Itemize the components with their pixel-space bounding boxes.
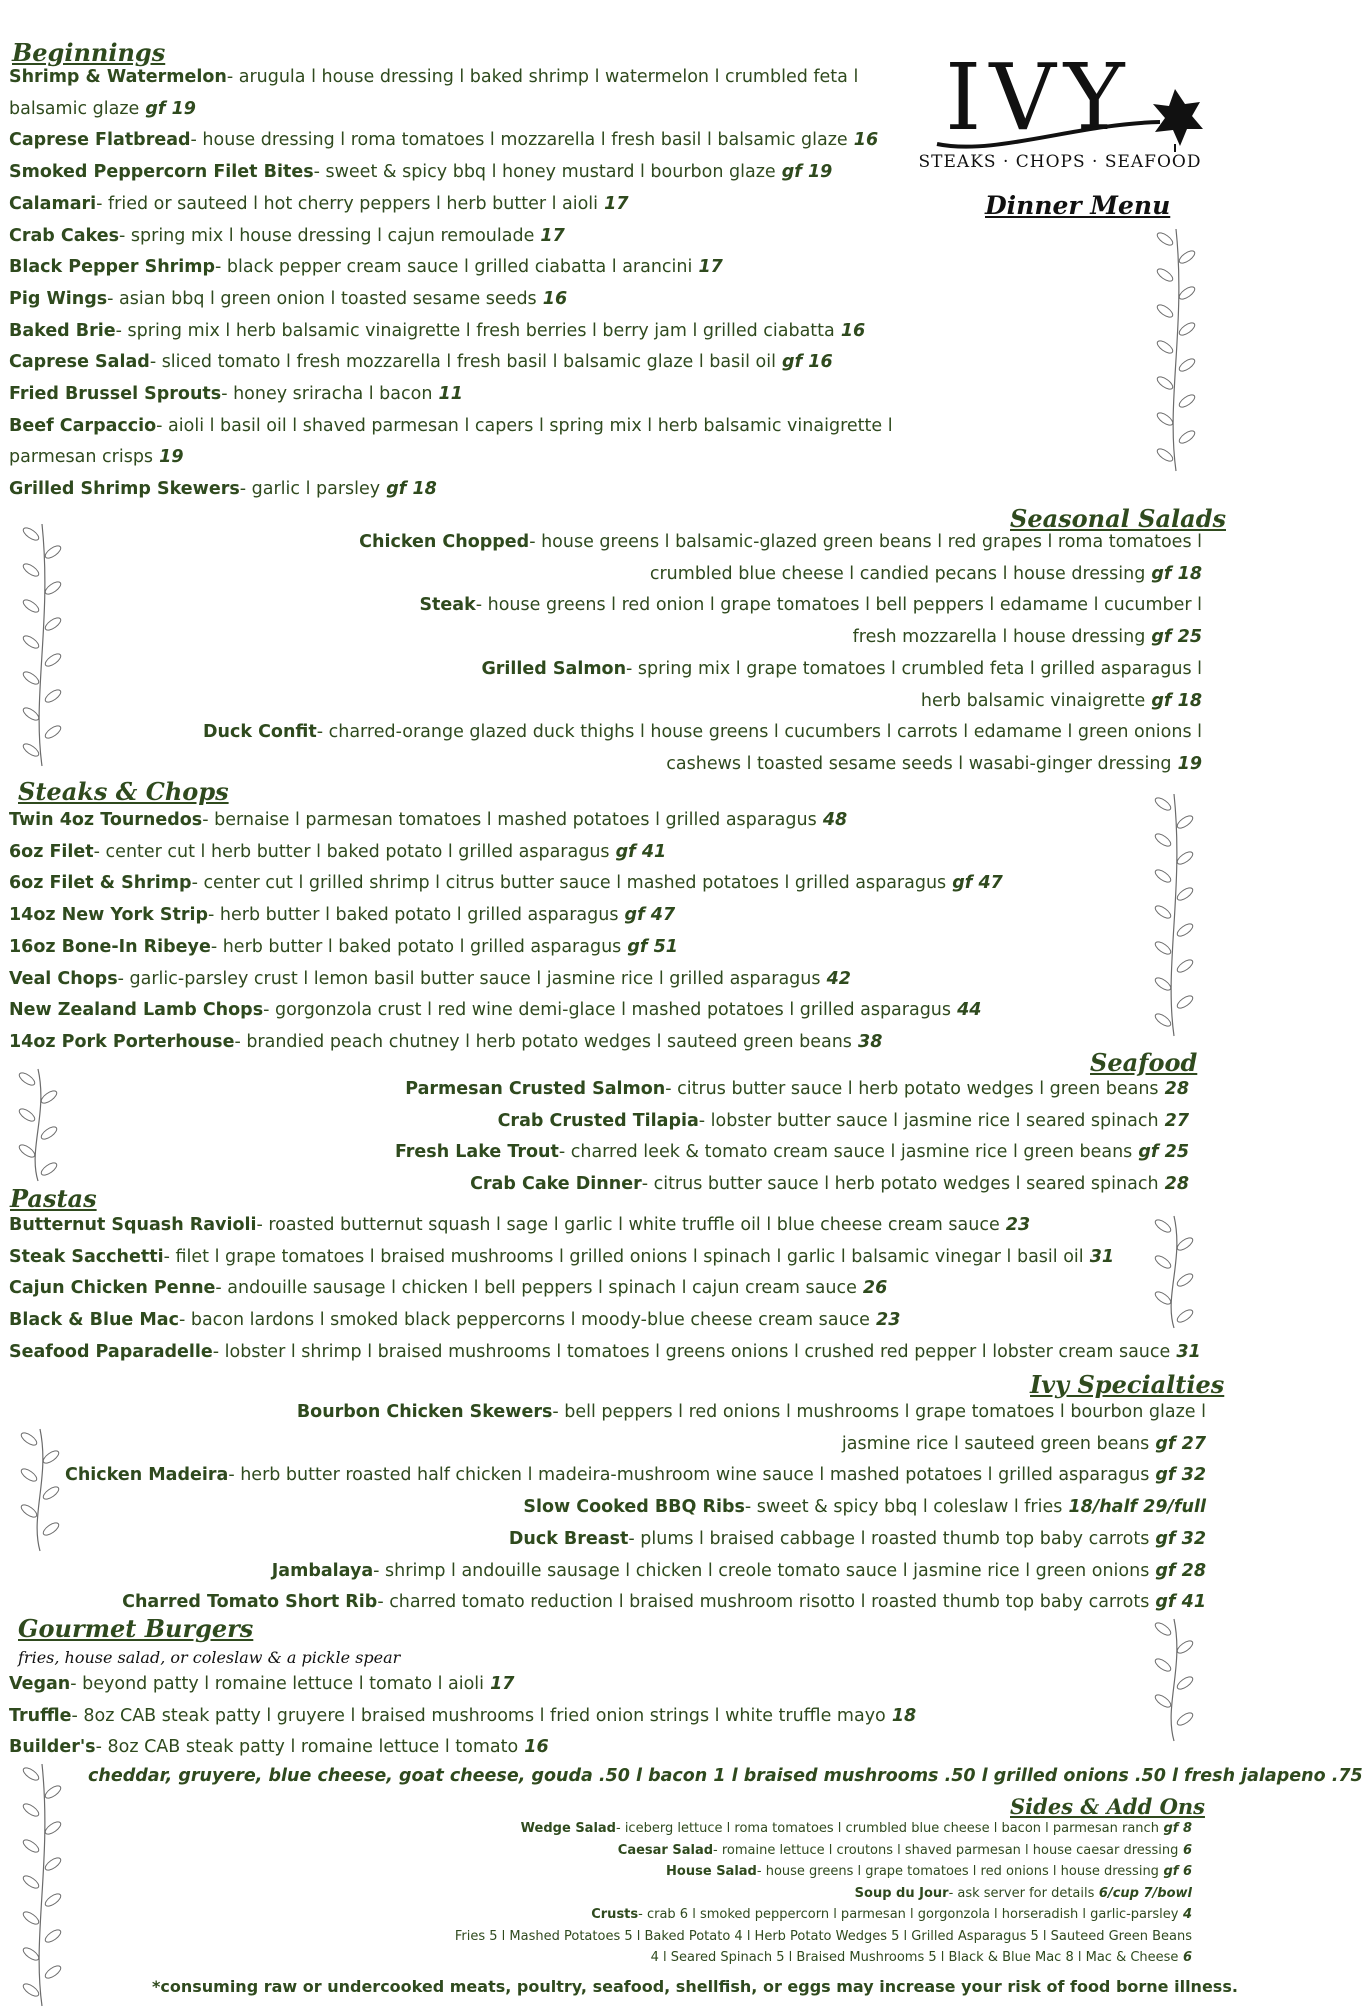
vine-decoration-icon: [14, 1760, 70, 2010]
item-price: 23: [999, 1215, 1031, 1235]
item-description: - ask server for details: [948, 1885, 1095, 1901]
item-price: 38: [851, 1031, 883, 1052]
item-price: 42: [820, 968, 851, 989]
item-name: Caprese Salad: [9, 352, 150, 373]
item-description: - 8oz CAB steak patty l romaine lettuce l tomato: [95, 1737, 519, 1758]
item-name: 16oz Bone-In Ribeye: [9, 936, 211, 957]
menu-item: [9, 1669, 916, 1701]
menu-item: [203, 654, 1202, 686]
item-price: gf 32: [1149, 1465, 1206, 1486]
menu-item: [9, 1242, 1201, 1274]
item-description: crumbled blue cheese l candied pecans l house dressing: [649, 563, 1146, 584]
item-price: 18/half 29/full: [1062, 1497, 1206, 1518]
item-price: gf 32: [1149, 1528, 1206, 1549]
menu-item: [9, 1273, 1201, 1305]
item-description: - asian bbq l green onion l toasted sesame seeds: [107, 288, 537, 309]
item-name: Caesar Salad: [617, 1842, 714, 1858]
item-description: - andouille sausage l chicken l bell peppers l spinach l cajun cream sauce: [215, 1278, 857, 1299]
gourmet-burgers-list: [9, 1669, 916, 1764]
vine-decoration-icon: [10, 1065, 66, 1185]
vine-decoration-icon: [1146, 1212, 1202, 1332]
item-name: House Salad: [666, 1864, 757, 1879]
item-name: 14oz New York Strip: [9, 905, 209, 926]
item-description: - sweet & spicy bbq l coleslaw l fries: [744, 1497, 1063, 1518]
ivy-logo: [905, 44, 1215, 180]
menu-item: [9, 1305, 1201, 1337]
item-description: - center cut l herb butter l baked potato l grilled asparagus: [93, 841, 610, 862]
burger-addons: cheddar, gruyere, blue cheese, goat cheese, gouda .50 l bacon 1 l braised mushrooms .50 l grilled onions .50 l fresh jalapeno .75: [88, 1766, 1363, 1786]
item-price: gf 41: [1149, 1592, 1206, 1613]
item-price: 6: [1178, 1950, 1192, 1965]
item-description: jasmine rice l sauteed green beans: [841, 1433, 1150, 1454]
item-name: Crab Crusted Tilapia: [497, 1110, 699, 1131]
item-description: - bell peppers l red onions l mushrooms l grape tomatoes l bourbon glaze l: [552, 1402, 1206, 1422]
menu-item: [203, 527, 1202, 559]
item-name: Crab Cakes: [9, 225, 120, 246]
menu-item: [9, 379, 893, 411]
item-name: Chicken Chopped: [359, 532, 530, 552]
menu-item: [9, 1210, 1201, 1242]
item-description: - bernaise l parmesan tomatoes l mashed potatoes l grilled asparagus: [202, 810, 817, 830]
item-price: 27: [1158, 1110, 1189, 1131]
vine-decoration-icon: [1148, 225, 1204, 475]
item-description: - house greens l balsamic-glazed green beans l red grapes l roma tomatoes l: [529, 532, 1202, 552]
logo-tagline: STEAKS · CHOPS · SEAFOOD: [918, 152, 1202, 172]
item-name: Fresh Lake Trout: [394, 1142, 559, 1163]
item-price: gf 18: [1145, 690, 1202, 711]
item-name: Crab Cake Dinner: [470, 1174, 642, 1195]
pastas-heading: Pastas: [10, 1184, 97, 1213]
menu-item: [395, 1169, 1189, 1201]
item-name: Steak Sacchetti: [9, 1246, 164, 1267]
menu-item: [65, 1524, 1206, 1556]
item-description: - black pepper cream sauce l grilled ciabatta l arancini: [215, 257, 693, 278]
item-price: 28: [1158, 1174, 1189, 1195]
item-name: Parmesan Crusted Salmon: [405, 1079, 666, 1099]
item-name: Cajun Chicken Penne: [9, 1278, 216, 1299]
item-price: 31: [1083, 1246, 1115, 1267]
item-name: Truffle: [9, 1705, 72, 1726]
menu-item: [65, 1587, 1206, 1619]
item-description: balsamic glaze: [9, 98, 140, 119]
item-price: gf 51: [621, 936, 678, 957]
item-price: 48: [816, 810, 848, 830]
vine-decoration-icon: [14, 520, 70, 770]
item-name: 6oz Filet & Shrimp: [9, 873, 192, 894]
item-description: - aioli l basil oil l shaved parmesan l capers l spring mix l herb balsamic vinaigrette l: [156, 415, 893, 436]
item-name: Fried Brussel Sprouts: [9, 384, 222, 405]
item-price: gf 47: [946, 873, 1003, 894]
item-name: Duck Confit: [202, 722, 317, 743]
menu-item: [455, 1840, 1192, 1862]
logo-wordmark: IVY: [945, 44, 1133, 151]
item-name: Builder's: [9, 1737, 96, 1758]
item-description: - fried or sauteed l hot cherry peppers l herb butter l aioli: [96, 193, 599, 214]
item-description: - lobster l shrimp l braised mushrooms l tomatoes l greens onions l crushed red pepper l lobster cream sauce: [212, 1341, 1171, 1362]
item-name: Caprese Flatbread: [9, 130, 191, 151]
menu-item: [9, 1027, 1003, 1059]
seasonal-salads-list: [203, 527, 1202, 781]
item-description: - herb butter l baked potato l grilled asparagus: [210, 936, 622, 957]
menu-item: [9, 964, 1003, 996]
item-name: Black Pepper Shrimp: [9, 257, 216, 278]
vine-decoration-icon: [1146, 1615, 1202, 1745]
menu-item: [9, 900, 1003, 932]
menu-item: [9, 157, 893, 189]
item-name: Baked Brie: [9, 320, 116, 341]
seafood-list: [395, 1074, 1189, 1201]
menu-item: [455, 1926, 1192, 1948]
menu-item: [455, 1904, 1192, 1926]
item-description: - charred leek & tomato cream sauce l jasmine rice l green beans: [558, 1142, 1133, 1163]
item-description: - house greens l red onion l grape tomatoes l bell peppers l edamame l cucumber l: [475, 595, 1202, 616]
item-price: 6: [1178, 1842, 1192, 1858]
burgers-subtitle: fries, house salad, or coleslaw & a pickle spear: [18, 1648, 401, 1667]
item-price: 28: [1158, 1079, 1189, 1099]
item-description: - sweet & spicy bbq l honey mustard l bourbon glaze: [313, 162, 776, 183]
item-description: - plums l braised cabbage l roasted thumb top baby carrots: [628, 1528, 1150, 1549]
item-description: - beyond patty l romaine lettuce l tomato l aioli: [70, 1674, 485, 1694]
item-name: Duck Breast: [508, 1528, 629, 1549]
item-price: 6/cup 7/bowl: [1094, 1885, 1192, 1901]
item-description: - center cut l grilled shrimp l citrus butter sauce l mashed potatoes l grilled asparagus: [191, 873, 947, 894]
sides-addons-list: [455, 1818, 1192, 1969]
item-name: Beef Carpaccio: [9, 415, 157, 436]
item-price: gf 25: [1145, 627, 1202, 648]
item-price: gf 28: [1149, 1560, 1206, 1581]
item-name: Slow Cooked BBQ Ribs: [523, 1497, 745, 1518]
steaks-chops-heading: Steaks & Chops: [18, 777, 229, 806]
item-price: gf 8: [1158, 1821, 1192, 1836]
item-description: - spring mix l herb balsamic vinaigrette l fresh berries l berry jam l grilled ciabatta: [115, 320, 835, 341]
seasonal-salads-heading: Seasonal Salads: [1010, 504, 1226, 533]
item-name: Steak: [419, 595, 476, 616]
item-description: - citrus butter sauce l herb potato wedges l seared spinach: [641, 1174, 1159, 1195]
item-description: - charred-orange glazed duck thighs l house greens l cucumbers l carrots l edamame l green onions l: [316, 722, 1202, 743]
item-description: cashews l toasted sesame seeds l wasabi-ginger dressing: [666, 753, 1172, 774]
seafood-heading: Seafood: [1090, 1048, 1198, 1077]
menu-item: [9, 805, 1003, 837]
menu-item: [9, 1701, 916, 1733]
menu-item: [9, 868, 1003, 900]
menu-item: [455, 1861, 1192, 1883]
gourmet-burgers-heading: Gourmet Burgers: [18, 1614, 254, 1643]
item-price: gf 19: [775, 162, 833, 183]
menu-item: [65, 1556, 1206, 1588]
menu-item: [395, 1137, 1189, 1169]
item-price: 44: [951, 1000, 982, 1021]
menu-item: [9, 252, 893, 284]
item-name: Chicken Madeira: [65, 1465, 229, 1486]
menu-item: [9, 347, 893, 379]
item-price: gf 19: [139, 98, 196, 119]
menu-item: [203, 717, 1202, 749]
menu-item: [9, 125, 893, 157]
item-price: gf 18: [1145, 563, 1202, 584]
menu-item: [9, 837, 1003, 869]
menu-item: [395, 1106, 1189, 1138]
item-description: - arugula l house dressing l baked shrimp l watermelon l crumbled feta l: [226, 67, 859, 87]
item-price: gf 27: [1149, 1433, 1206, 1454]
ivy-leaf-icon: [1145, 84, 1205, 154]
menu-item: [65, 1460, 1206, 1492]
menu-item: [203, 749, 1202, 781]
item-price: 19: [1171, 753, 1202, 774]
item-price: 16: [847, 130, 879, 151]
menu-item: [203, 622, 1202, 654]
item-name: Bourbon Chicken Skewers: [296, 1402, 553, 1422]
item-name: Seafood Paparadelle: [9, 1341, 213, 1362]
item-description: - garlic-parsley crust l lemon basil butter sauce l jasmine rice l grilled asparagus: [117, 968, 821, 989]
menu-item: [455, 1883, 1192, 1905]
item-name: Wedge Salad: [520, 1821, 616, 1836]
item-name: 14oz Pork Porterhouse: [9, 1031, 235, 1052]
menu-item: [455, 1947, 1192, 1969]
ivy-specialties-heading: Ivy Specialties: [1030, 1370, 1225, 1399]
item-price: 16: [834, 320, 866, 341]
menu-item: [203, 559, 1202, 591]
menu-item: [9, 995, 1003, 1027]
item-name: New Zealand Lamb Chops: [9, 1000, 264, 1021]
item-name: Grilled Salmon: [481, 658, 627, 679]
menu-item: [9, 284, 893, 316]
item-name: Pig Wings: [9, 288, 108, 309]
item-description: - bacon lardons l smoked black peppercorns l moody-blue cheese cream sauce: [178, 1310, 870, 1331]
menu-item: [9, 1732, 916, 1764]
item-description: - garlic l parsley: [239, 479, 381, 500]
item-name: Crusts: [591, 1907, 639, 1922]
menu-item: [65, 1429, 1206, 1461]
item-price: gf 18: [380, 479, 437, 500]
item-price: gf 41: [609, 841, 667, 862]
item-name: Butternut Squash Ravioli: [9, 1215, 257, 1235]
ivy-specialties-list: [65, 1397, 1206, 1619]
item-name: Twin 4oz Tournedos: [9, 810, 203, 830]
item-price: 16: [536, 288, 568, 309]
item-name: Grilled Shrimp Skewers: [9, 479, 240, 500]
menu-item: [65, 1492, 1206, 1524]
menu-item: [455, 1818, 1192, 1840]
item-price: gf 47: [618, 905, 676, 926]
item-description: - spring mix l grape tomatoes l crumbled feta l grilled asparagus l: [626, 658, 1202, 679]
item-description: - honey sriracha l bacon: [221, 384, 433, 405]
item-name: Vegan: [9, 1674, 71, 1694]
menu-item: [9, 221, 893, 253]
item-description: 4 l Seared Spinach 5 l Braised Mushrooms 5 l Black & Blue Mac 8 l Mac & Cheese: [650, 1950, 1179, 1965]
pastas-list: [9, 1210, 1201, 1369]
item-description: - iceberg lettuce l roma tomatoes l crumbled blue cheese l bacon l parmesan ranch: [616, 1821, 1159, 1836]
menu-item: [9, 62, 893, 94]
menu-item: [9, 442, 893, 474]
item-price: 17: [598, 193, 629, 214]
item-description: Fries 5 l Mashed Potatoes 5 l Baked Potato 4 l Herb Potato Wedges 5 l Grilled Asparagus 5 l Sauteed Green Beans: [454, 1928, 1192, 1944]
item-name: Black & Blue Mac: [9, 1310, 179, 1331]
menu-item: [9, 932, 1003, 964]
item-price: gf 16: [775, 352, 833, 373]
item-description: - house dressing l roma tomatoes l mozzarella l fresh basil l balsamic glaze: [190, 130, 848, 151]
steaks-chops-list: [9, 805, 1003, 1059]
item-description: - citrus butter sauce l herb potato wedges l green beans: [665, 1079, 1159, 1099]
menu-item: [9, 474, 893, 506]
item-description: - brandied peach chutney l herb potato wedges l sauteed green beans: [234, 1031, 852, 1052]
item-price: 4: [1178, 1907, 1192, 1922]
item-description: herb balsamic vinaigrette: [920, 690, 1146, 711]
item-description: - lobster butter sauce l jasmine rice l seared spinach: [698, 1110, 1159, 1131]
item-name: Smoked Peppercorn Filet Bites: [9, 162, 314, 183]
item-price: 11: [432, 384, 463, 405]
item-description: - house greens l grape tomatoes l red onions l house dressing: [756, 1864, 1159, 1879]
logo-swoosh-icon: [935, 114, 1165, 154]
sides-addons-heading: Sides & Add Ons: [1010, 1794, 1205, 1819]
item-price: gf 25: [1132, 1142, 1189, 1163]
menu-item: [9, 94, 893, 126]
item-price: 23: [869, 1310, 901, 1331]
item-name: Charred Tomato Short Rib: [122, 1592, 378, 1613]
beginnings-list: [9, 62, 893, 506]
menu-item: [9, 316, 893, 348]
menu-item: [203, 686, 1202, 718]
menu-item: [9, 411, 893, 443]
item-description: - roasted butternut squash l sage l garlic l white truffle oil l blue cheese cream sauce: [256, 1215, 1000, 1235]
menu-item: [395, 1074, 1189, 1106]
vine-decoration-icon: [12, 1425, 68, 1555]
menu-item: [9, 1337, 1201, 1369]
item-description: - romaine lettuce l croutons l shaved parmesan l house caesar dressing: [713, 1842, 1179, 1858]
item-name: Soup du Jour: [854, 1885, 949, 1901]
item-description: - herb butter roasted half chicken l madeira-mushroom wine sauce l mashed potatoes l grilled asparagus: [228, 1465, 1150, 1486]
item-price: 26: [856, 1278, 888, 1299]
item-price: 17: [692, 257, 723, 278]
item-description: - spring mix l house dressing l cajun remoulade: [119, 225, 535, 246]
item-price: 17: [484, 1674, 515, 1694]
item-description: fresh mozzarella l house dressing: [852, 627, 1146, 648]
vine-decoration-icon: [1146, 790, 1202, 1040]
menu-item: [9, 189, 893, 221]
item-price: gf 6: [1158, 1864, 1192, 1879]
item-description: - herb butter l baked potato l grilled asparagus: [208, 905, 619, 926]
item-price: 17: [534, 225, 565, 246]
disclaimer: *consuming raw or undercooked meats, poultry, seafood, shellfish, or eggs may increase your risk of food borne illness.: [152, 1977, 1238, 1996]
item-name: Veal Chops: [9, 968, 118, 989]
item-price: 16: [518, 1737, 549, 1758]
item-name: Jambalaya: [271, 1560, 374, 1581]
item-price: 19: [153, 447, 184, 468]
beginnings-heading: Beginnings: [12, 38, 166, 67]
item-description: - 8oz CAB steak patty l gruyere l braised mushrooms l fried onion strings l white truffle mayo: [71, 1705, 886, 1726]
item-price: 18: [885, 1705, 917, 1726]
menu-item: [203, 590, 1202, 622]
item-description: parmesan crisps: [9, 447, 154, 468]
item-description: - gorgonzola crust l red wine demi-glace l mashed potatoes l grilled asparagus: [263, 1000, 952, 1021]
menu-item: [65, 1397, 1206, 1429]
item-name: Shrimp & Watermelon: [9, 67, 227, 87]
menu-title: Dinner Menu: [985, 191, 1171, 220]
item-description: - crab 6 l smoked peppercorn l parmesan l gorgonzola l horseradish l garlic-parsley: [638, 1907, 1179, 1922]
item-description: - filet l grape tomatoes l braised mushrooms l grilled onions l spinach l garlic l balsamic vinegar l basil oil: [163, 1246, 1084, 1267]
item-description: - sliced tomato l fresh mozzarella l fresh basil l balsamic glaze l basil oil: [149, 352, 776, 373]
item-price: 31: [1170, 1341, 1201, 1362]
item-description: - charred tomato reduction l braised mushroom risotto l roasted thumb top baby carrots: [377, 1592, 1150, 1613]
item-name: 6oz Filet: [9, 841, 94, 862]
item-name: Calamari: [9, 193, 97, 214]
item-description: - shrimp l andouille sausage l chicken l creole tomato sauce l jasmine rice l green onions: [373, 1560, 1150, 1581]
